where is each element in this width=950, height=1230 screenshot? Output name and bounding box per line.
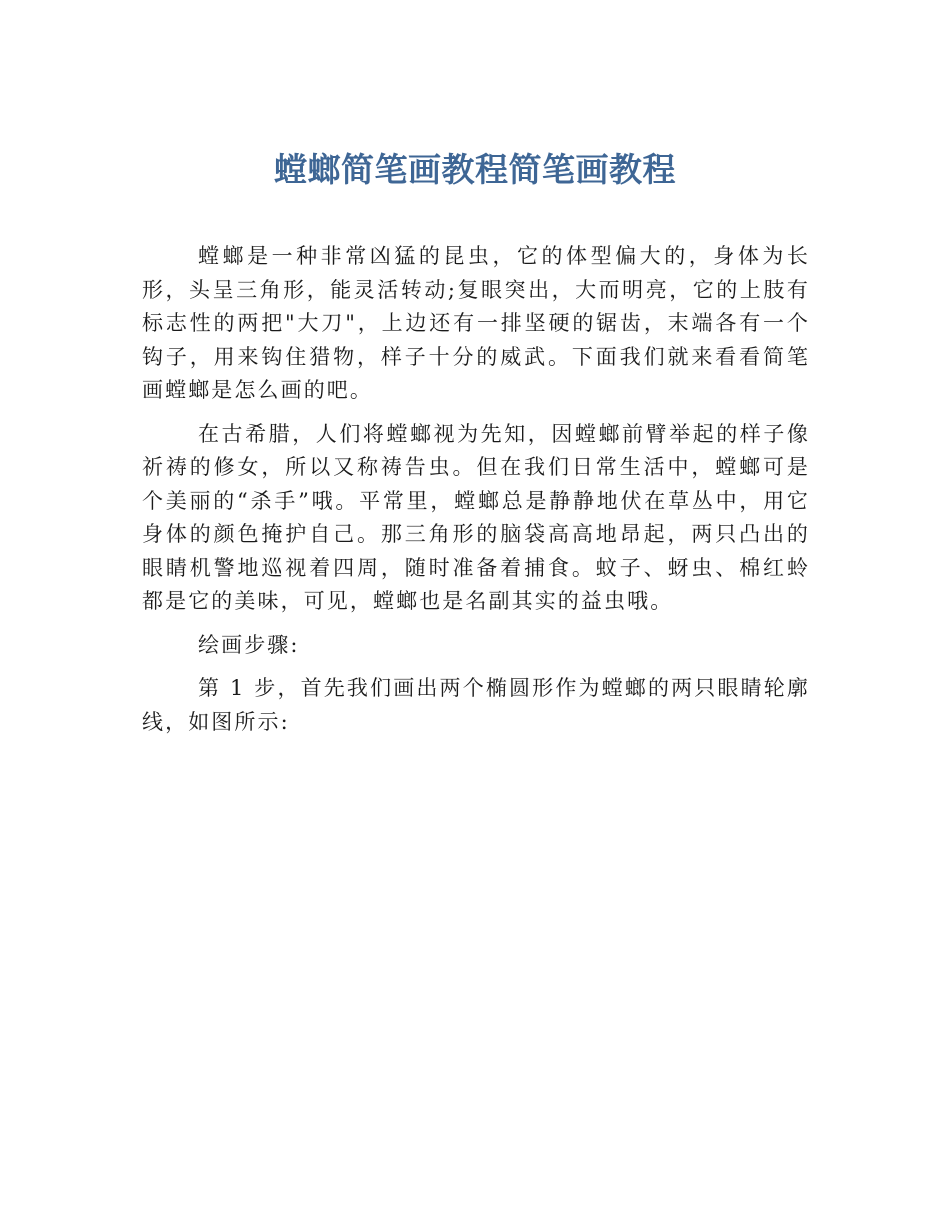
paragraph-intro: 螳螂是一种非常凶猛的昆虫，它的体型偏大的，身体为长形，头呈三角形，能灵活转动;复眼突出，大而明亮，它的上肢有标志性的两把"大刀"，上边还有一排坚硬的锯齿，末端各有一个钩子，用来钩住猎物，样子十分的威武。下面我们就来看看简笔画螳螂是怎么画的吧。 bbox=[142, 244, 810, 402]
page-title: 螳螂简笔画教程简笔画教程 bbox=[274, 150, 676, 189]
paragraph-steps-heading: 绘画步骤: bbox=[198, 632, 300, 657]
paragraph-background: 在古希腊，人们将螳螂视为先知，因螳螂前臂举起的样子像祈祷的修女，所以又称祷告虫。但在我们日常生活中，螳螂可是个美丽的“杀手”哦。平常里，螳螂总是静静地伏在草丛中，用它身体的颜色掩护自己。那三角形的脑袋高高地昂起，两只凸出的眼睛机警地巡视着四周，随时准备着捕食。蚊子、蚜虫、棉红蛉都是它的美味，可见，螳螂也是名副其实的益虫哦。 bbox=[142, 421, 810, 613]
document-body bbox=[142, 240, 810, 749]
paragraph-step-1: 第 1 步，首先我们画出两个椭圆形作为螳螂的两只眼睛轮廓线，如图所示: bbox=[142, 676, 810, 734]
